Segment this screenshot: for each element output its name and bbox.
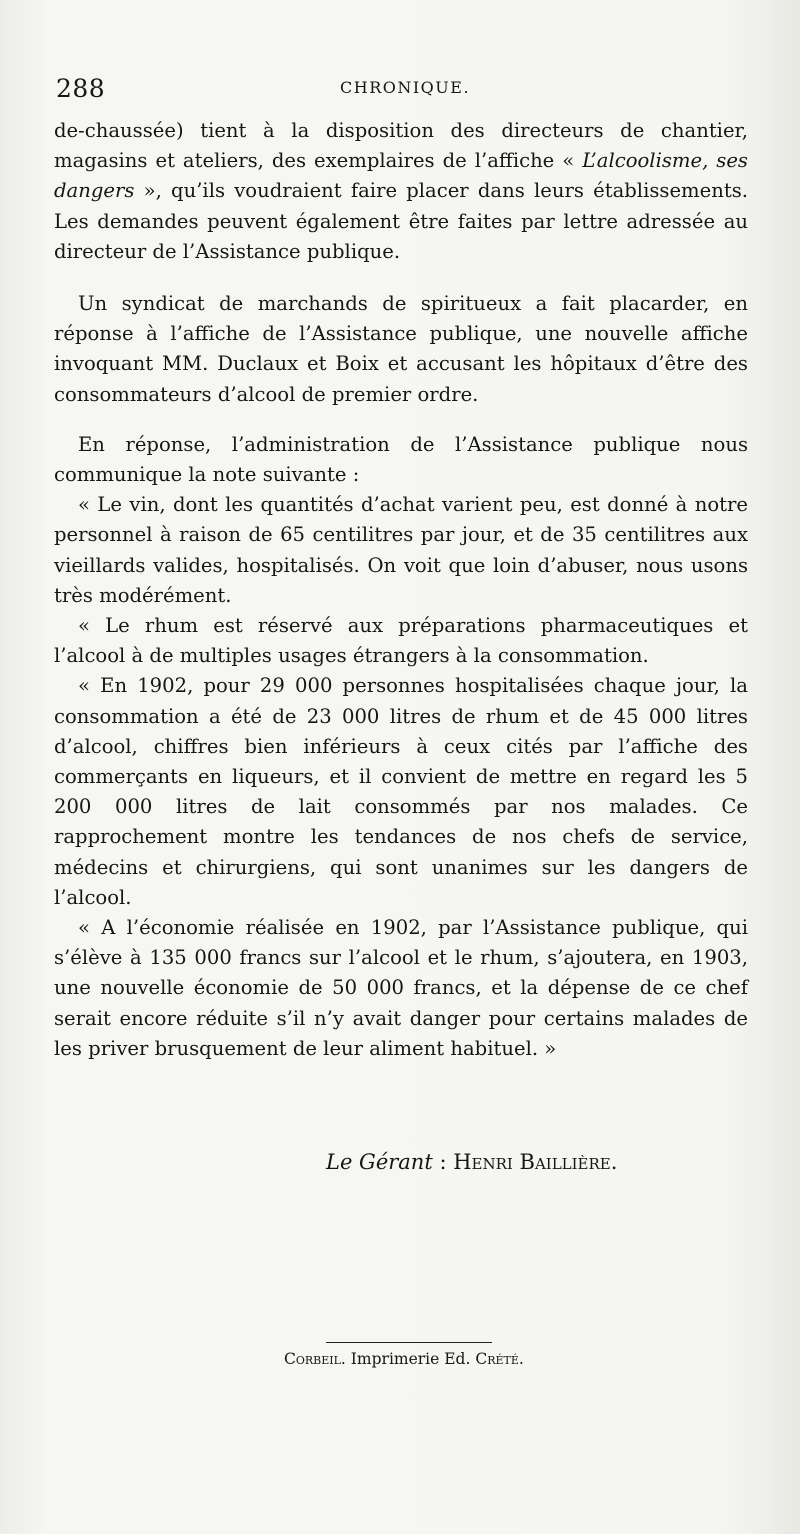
imprint-place: Corbeil.	[284, 1350, 346, 1368]
paragraph-4: « Le vin, dont les quantités d’achat varient peu, est donné à notre personnel à raison de 65 centilitres par jour, et de 35 centilitres aux vieillards valides, hospitalisés. On voit que loin d’abuser, nous usons très modérément.	[54, 493, 748, 607]
page-header	[56, 74, 750, 108]
paragraph-2: Un syndicat de marchands de spiritueux a fait placarder, en réponse à l’affiche de l’Assistance publique, une nouvelle affiche invoquant MM. Duclaux et Boix et accusant les hôpitaux d’être des consommateurs d’alcool de premier ordre.	[54, 292, 748, 406]
paragraph-6: « En 1902, pour 29 000 personnes hospitalisées chaque jour, la consommation a été de 23 000 litres de rhum et de 45 000 litres d’alcool, chiffres bien inférieurs à ceux cités par l’affiche des commerçants en liqueurs, et il convient de mettre en regard les 5 200 000 litres de lait consommés par nos malades. Ce rapprochement montre les tendances de nos chefs de service, médecins et chirurgiens, qui sont unanimes sur les dangers de l’alcool.	[54, 674, 748, 909]
paragraph-7: « A l’économie réalisée en 1902, par l’Assistance publique, qui s’élève à 135 000 francs sur l’alcool et le rhum, s’ajoutera, en 1903, une nouvelle économie de 50 000 francs, et la dépense de ce chef serait encore réduite s’il n’y avait danger pour certains malades de les priver brusquement de leur aliment habituel. »	[54, 916, 748, 1060]
footer-rule	[326, 1342, 492, 1343]
paragraph-1: de-chaussée) tient à la disposition des directeurs de chantier, magasins et ateliers, des exemplaires de l’affiche « L’alcoolisme, ses dangers », qu’ils voudraient faire placer dans leurs établissements. Les demandes peuvent également être faites par lettre adressée au directeur de l’Assistance publique.	[54, 119, 748, 263]
poster-title: L’alcoolisme, ses dangers	[54, 149, 748, 203]
signature-name: Henri Baillière.	[453, 1150, 618, 1174]
signature	[326, 1150, 617, 1174]
signature-role: Le Gérant	[326, 1150, 433, 1174]
imprint-text: Imprimerie Ed.	[350, 1350, 471, 1368]
paragraph-3: En réponse, l’administration de l’Assistance publique nous communique la note suivante :	[54, 432, 748, 487]
signature-separator: :	[439, 1150, 447, 1174]
body-text	[54, 116, 748, 1064]
imprint-printer: Crété.	[475, 1350, 524, 1368]
paragraph-5: « Le rhum est réservé aux préparations pharmaceutiques et l’alcool à de multiples usages étrangers à la consommation.	[54, 614, 748, 668]
page-number: 288	[56, 74, 106, 103]
printer-imprint	[284, 1350, 524, 1368]
running-head: CHRONIQUE.	[340, 78, 471, 97]
